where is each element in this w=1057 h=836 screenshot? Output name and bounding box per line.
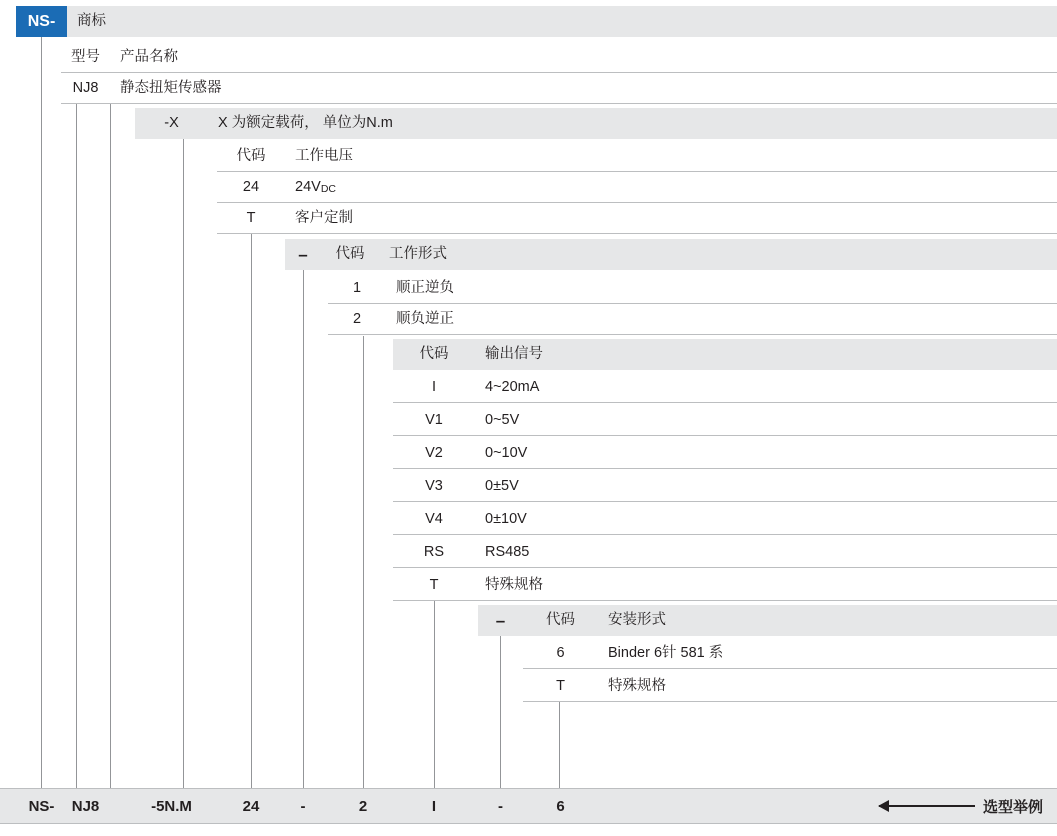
row-model-header [61, 42, 1057, 73]
row-output-V1 [393, 405, 1057, 436]
row-workmode-2 [328, 304, 1057, 335]
output-code-3: V3 [393, 471, 475, 502]
row-output-RS [393, 537, 1057, 568]
connector-line-voltage [251, 234, 252, 788]
mounting-label-1: 特殊规格 [598, 671, 1057, 702]
output-label-3: 0±5V [475, 471, 1057, 502]
voltage-code-1: T [217, 203, 285, 234]
model-label: 产品名称 [110, 42, 1057, 73]
output-code-0: I [393, 372, 475, 403]
voltage-code-0: 24 [217, 172, 285, 203]
output-code-4: V4 [393, 504, 475, 535]
example-arrow [879, 789, 1043, 823]
connector-line-output [434, 600, 435, 788]
voltage-label-0-main: 24V [295, 178, 321, 195]
summary-item-2: -5N.M [151, 797, 192, 815]
workmode-code-1: 2 [328, 304, 386, 335]
output-header-code: 代码 [393, 339, 475, 370]
workmode-header-label: 工作形式 [379, 239, 1057, 270]
row-voltage-header [217, 141, 1057, 172]
row-model-value [61, 73, 1057, 104]
brand-label: 商标 [67, 6, 1057, 37]
output-label-0: 4~20mA [475, 372, 1057, 403]
row-mounting-T [523, 671, 1057, 702]
row-workmode-1 [328, 273, 1057, 304]
connector-line-dash1 [303, 268, 304, 788]
output-label-1: 0~5V [475, 405, 1057, 436]
row-output-I [393, 372, 1057, 403]
connector-line-mounting [559, 700, 560, 788]
output-code-2: V2 [393, 438, 475, 469]
row-output-V2 [393, 438, 1057, 469]
summary-strip [0, 788, 1057, 824]
mounting-code-1: T [523, 671, 598, 702]
output-code-6: T [393, 570, 475, 601]
capacity-code: -X [135, 108, 208, 139]
workmode-label-0: 顺正逆负 [386, 273, 1057, 304]
summary-item-6: I [431, 797, 437, 815]
output-label-2: 0~10V [475, 438, 1057, 469]
mounting-label-0: Binder 6针 581 系 [598, 638, 1057, 669]
summary-item-4: - [300, 797, 306, 815]
summary-item-8: 6 [556, 797, 565, 815]
workmode-label-1: 顺负逆正 [386, 304, 1057, 335]
output-label-6: 特殊规格 [475, 570, 1057, 601]
row-output-T [393, 570, 1057, 601]
row-mounting-header [478, 605, 1057, 636]
summary-item-5: 2 [358, 797, 368, 815]
arrow-left-icon [879, 805, 975, 807]
row-output-V3 [393, 471, 1057, 502]
connector-line-dash2 [500, 634, 501, 788]
voltage-header-label: 工作电压 [285, 141, 1057, 172]
row-output-header [393, 339, 1057, 370]
model-code: 型号 [61, 42, 110, 73]
mounting-code-0: 6 [523, 638, 598, 669]
row-brand [16, 6, 1057, 37]
output-code-1: V1 [393, 405, 475, 436]
connector-line-capacity [183, 137, 184, 788]
voltage-header-code: 代码 [217, 141, 285, 172]
mounting-header-label: 安装形式 [598, 605, 1057, 636]
row-mounting-6 [523, 638, 1057, 669]
row-output-V4 [393, 504, 1057, 535]
mounting-dash: – [478, 605, 523, 636]
row-voltage-24 [217, 172, 1057, 203]
connector-line-workmode [363, 336, 364, 788]
workmode-code-0: 1 [328, 273, 386, 304]
output-label-5: RS485 [475, 537, 1057, 568]
connector-line-brand [41, 36, 42, 788]
connector-line-modelvalue [110, 104, 111, 788]
voltage-label-0 [285, 172, 1057, 203]
mounting-header-code: 代码 [523, 605, 598, 636]
row-workmode-header [285, 239, 1057, 270]
model-value-label: 静态扭矩传感器 [110, 73, 1057, 104]
capacity-label: X 为额定载荷， 单位为N.m [208, 108, 1057, 139]
row-capacity [135, 108, 1057, 139]
output-label-4: 0±10V [475, 504, 1057, 535]
example-arrow-label: 选型举例 [982, 798, 1043, 816]
summary-item-7: - [498, 797, 503, 815]
workmode-header-code: 代码 [321, 239, 379, 270]
workmode-dash: – [285, 239, 321, 270]
output-code-5: RS [393, 537, 475, 568]
output-header-label: 输出信号 [475, 339, 1057, 370]
voltage-label-0-sub: DC [320, 182, 336, 195]
brand-code: NS- [16, 6, 67, 37]
model-value-code: NJ8 [61, 73, 110, 104]
summary-item-1: NJ8 [71, 797, 100, 815]
summary-item-0: NS- [28, 797, 55, 815]
voltage-label-1: 客户定制 [285, 203, 1057, 234]
row-voltage-T [217, 203, 1057, 234]
connector-line-model [76, 72, 77, 788]
summary-item-3: 24 [242, 797, 260, 815]
